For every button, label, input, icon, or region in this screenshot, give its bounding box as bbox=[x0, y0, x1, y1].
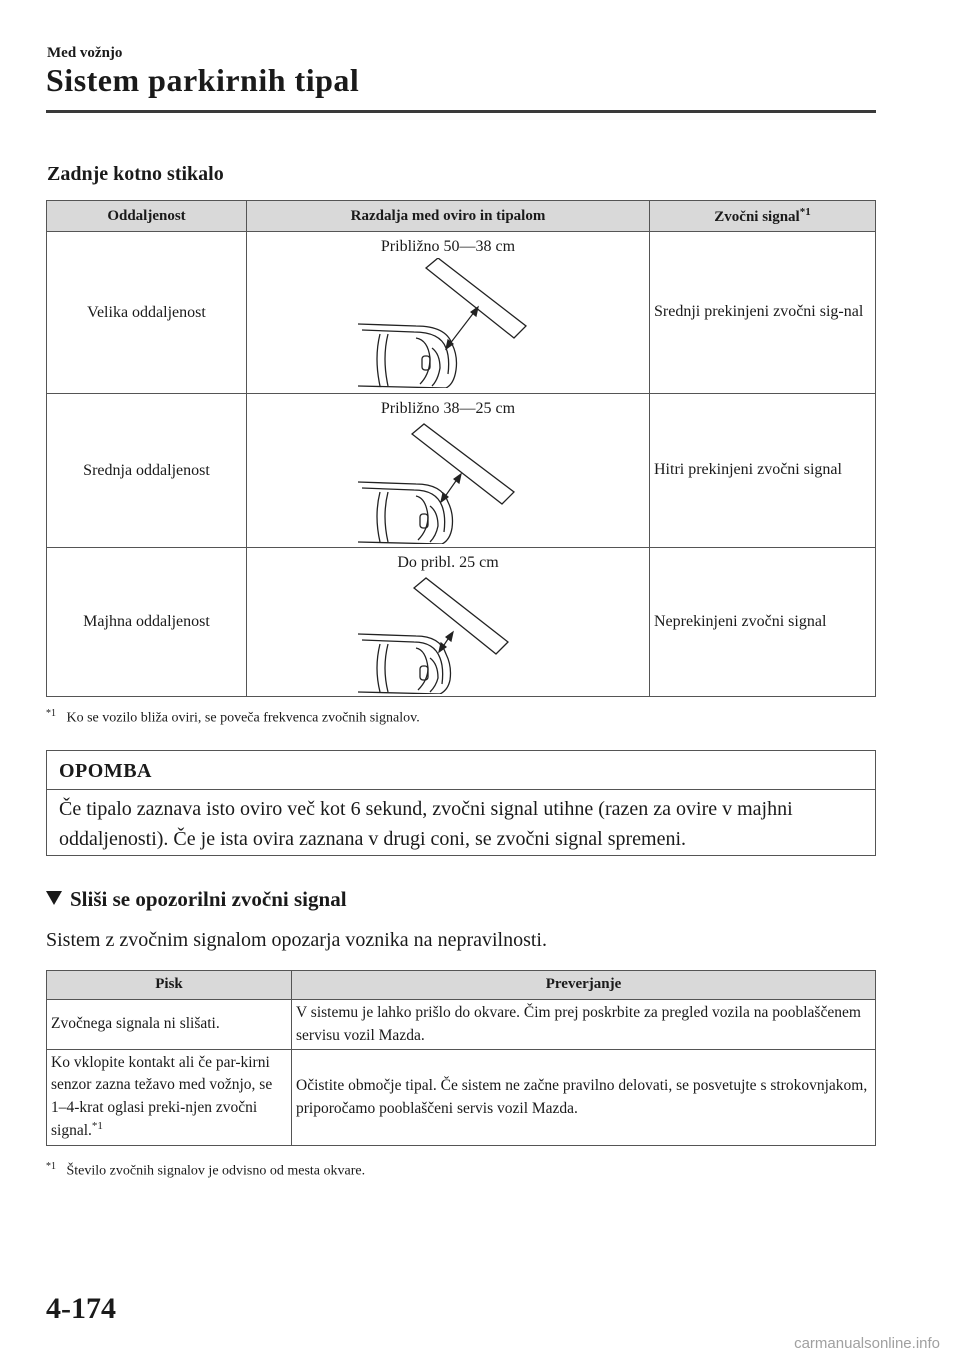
range-cell bbox=[247, 394, 650, 548]
table-header-row bbox=[47, 971, 876, 1000]
col-header-signal: Zvočni signal$^{*1}$ bbox=[650, 201, 876, 232]
table-header-row bbox=[47, 201, 876, 232]
note-box bbox=[46, 750, 876, 856]
section-heading: Sliši se opozorilni zvočni signal bbox=[46, 887, 347, 912]
range-label: Približno 38—25 cm bbox=[380, 400, 516, 417]
subheading: Zadnje kotno stikalo bbox=[47, 163, 224, 185]
col-header-check: Preverjanje bbox=[292, 971, 876, 1000]
range-label: Do pribl. 25 cm bbox=[397, 554, 499, 571]
distance-cell: Velika oddaljenost bbox=[47, 232, 247, 394]
range-cell bbox=[247, 232, 650, 394]
range-cell bbox=[247, 548, 650, 697]
distance-table bbox=[46, 200, 876, 697]
table-row bbox=[47, 232, 876, 394]
triangle-bullet-icon bbox=[46, 891, 62, 905]
note-heading: OPOMBA bbox=[47, 751, 875, 790]
range-label: Približno 50—38 cm bbox=[380, 238, 516, 255]
col-header-range: Razdalja med oviro in tipalom bbox=[247, 201, 650, 232]
col-header-beep: Pisk bbox=[47, 971, 292, 1000]
table-row bbox=[47, 1050, 876, 1146]
signal-cell: Hitri prekinjeni zvočni signal bbox=[650, 394, 876, 548]
car-obstacle-diagram bbox=[358, 574, 538, 694]
section-label: Med vožnjo bbox=[47, 45, 123, 61]
title-rule bbox=[46, 110, 876, 113]
beep-cell: Ko vklopite kontakt ali če par-kirni senzor zazna težavo med vožnjo, se 1–4-krat oglasi preki-njen zvočni signal.$^{*1}$ bbox=[47, 1050, 292, 1146]
table-row bbox=[47, 1000, 876, 1050]
distance-cell: Srednja oddaljenost bbox=[47, 394, 247, 548]
table-row bbox=[47, 394, 876, 548]
page-number: 4-174 bbox=[46, 1292, 116, 1325]
footnote-2: $^{*1}$ Število zvočnih signalov je odvisno od mesta okvare. bbox=[46, 1161, 366, 1179]
section-intro: Sistem z zvočnim signalom opozarja voznika na nepravilnosti. bbox=[46, 929, 547, 951]
check-cell: V sistemu je lahko prišlo do okvare. Čim prej poskrbite za pregled vozila na pooblaščenem servisu vozil Mazda. bbox=[292, 1000, 876, 1050]
car-obstacle-diagram bbox=[358, 420, 538, 544]
check-cell: Očistite območje tipal. Če sistem ne začne pravilno delovati, se posvetujte s strokovnjakom, priporočamo pooblaščeni servis vozil Mazda. bbox=[292, 1050, 876, 1146]
car-obstacle-diagram bbox=[358, 258, 538, 388]
footnote-1: $^{*1}$ Ko se vozilo bliža oviri, se poveča frekvenca zvočnih signalov. bbox=[46, 708, 420, 726]
note-text: Če tipalo zaznava isto oviro več kot 6 sekund, zvočni signal utihne (razen za ovire v majhni oddaljenosti). Če je ista ovira zaznana v drugi coni, se zvočni signal spremeni. bbox=[59, 798, 793, 850]
table-row bbox=[47, 548, 876, 697]
page-title: Sistem parkirnih tipal bbox=[46, 62, 360, 98]
watermark: carmanualsonline.info bbox=[794, 1335, 940, 1352]
beep-table bbox=[46, 970, 876, 1146]
signal-cell: Srednji prekinjeni zvočni sig-nal bbox=[650, 232, 876, 394]
col-header-distance: Oddaljenost bbox=[47, 201, 247, 232]
distance-cell: Majhna oddaljenost bbox=[47, 548, 247, 697]
beep-cell: Zvočnega signala ni slišati. bbox=[47, 1000, 292, 1050]
signal-cell: Neprekinjeni zvočni signal bbox=[650, 548, 876, 697]
